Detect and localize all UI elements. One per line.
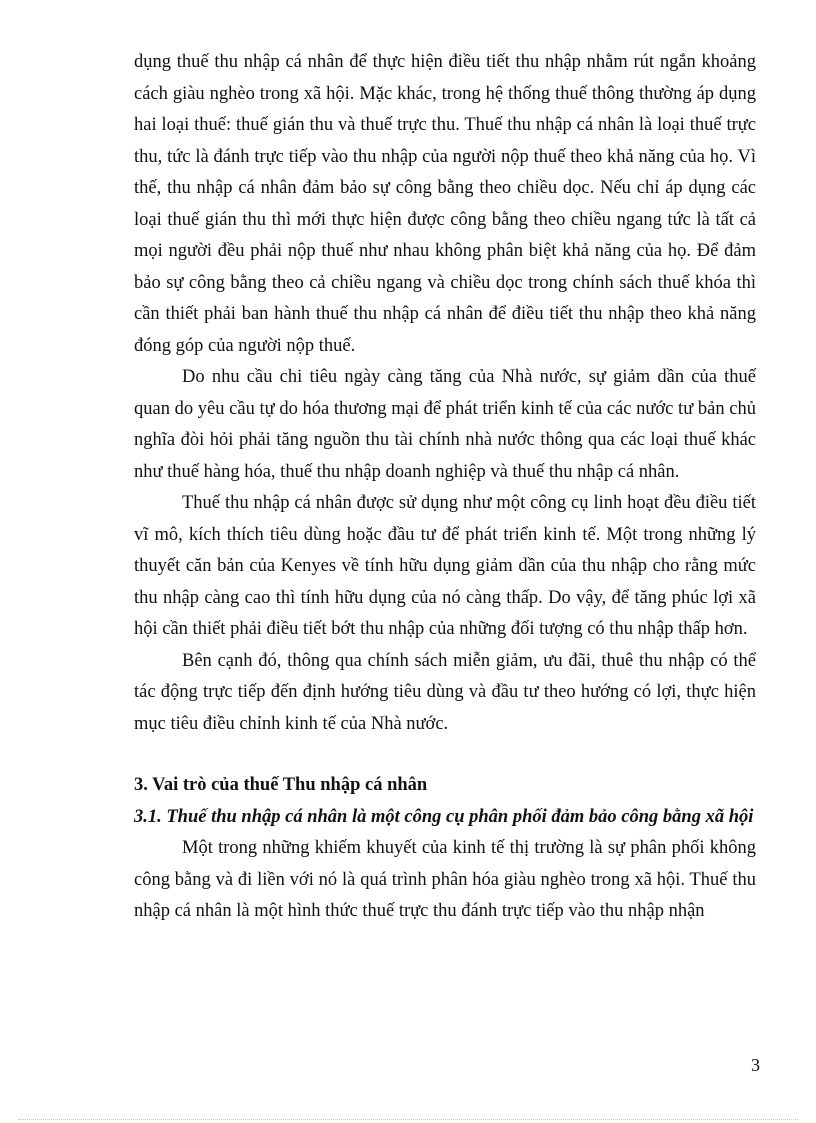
body-paragraph-2: Do nhu cầu chi tiêu ngày càng tăng của Nhà nước, sự giảm dần của thuế quan do yêu cầu tự do hóa thương mại để phát triển kinh tế của các nước tư bản chủ nghĩa đòi hỏi phải tăng nguồn thu tài chính nhà nước thông qua các loại thuế khác như thuế hàng hóa, thuế thu nhập doanh nghiệp và thuế thu nhập cá nhân.: [134, 367, 756, 482]
footer-divider: [18, 1119, 798, 1120]
body-paragraph-3: Thuế thu nhập cá nhân được sử dụng như một công cụ linh hoạt đều điều tiết vĩ mô, kích thích tiêu dùng hoặc đầu tư để phát triển kinh tế. Một trong những lý thuyết căn bản của Kenyes về tính hữu dụng giảm dần của thu nhập cho rằng mức thu nhập càng cao thì tính hữu dụng của nó càng thấp. Do vậy, để tăng phúc lợi xã hội cần thiết phải điều tiết bớt thu nhập của những đối tượng có thu nhập thấp hơn.: [134, 493, 756, 639]
subsection-heading: 3.1. Thuế thu nhập cá nhân là một công cụ phân phối đảm bảo công bằng xã hội: [134, 806, 754, 827]
document-page: [134, 47, 756, 928]
section-heading: 3. Vai trò của thuế Thu nhập cá nhân: [134, 775, 428, 795]
body-paragraph-5: Một trong những khiếm khuyết của kinh tế thị trường là sự phân phối không công bằng và đi liền với nó là quá trình phân hóa giàu nghèo trong xã hội. Thuế thu nhập cá nhân là một hình thức thuế trực thu đánh trực tiếp vào thu nhập nhận: [134, 838, 756, 921]
body-paragraph-4: Bên cạnh đó, thông qua chính sách miễn giảm, ưu đãi, thuê thu nhập có thể tác động trực tiếp đến định hướng tiêu dùng và đầu tư theo hướng có lợi, thực hiện mục tiêu điều chỉnh kinh tế của Nhà nước.: [134, 650, 756, 734]
page-number: 3: [751, 1055, 760, 1075]
body-paragraph-1: dụng thuế thu nhập cá nhân để thực hiện điều tiết thu nhập nhằm rút ngắn khoảng cách giàu nghèo trong xã hội. Mặc khác, trong hệ thống thuế thông thường áp dụng hai loại thuế: thuế gián thu và thuế trực thu. Thuế thu nhập cá nhân là loại thuế trực thu, tức là đánh trực tiếp vào thu nhập của người nộp thuế theo khả năng của họ. Vì thế, thu nhập cá nhân đảm bảo sự công bằng theo chiều dọc. Nếu chỉ áp dụng các loại thuế gián thu thì mới thực hiện được công bằng theo chiều ngang tức là tất cả mọi người đều phải nộp thuế như nhau không phân biệt khả năng của họ. Để đảm bảo sự công bằng theo cả chiều ngang và chiều dọc trong chính sách thuế khóa thì cần thiết phải ban hành thuế thu nhập cá nhân để điều tiết thu nhập theo khả năng đóng góp của người nộp thuế.: [134, 52, 756, 356]
section-spacer: [134, 740, 756, 770]
